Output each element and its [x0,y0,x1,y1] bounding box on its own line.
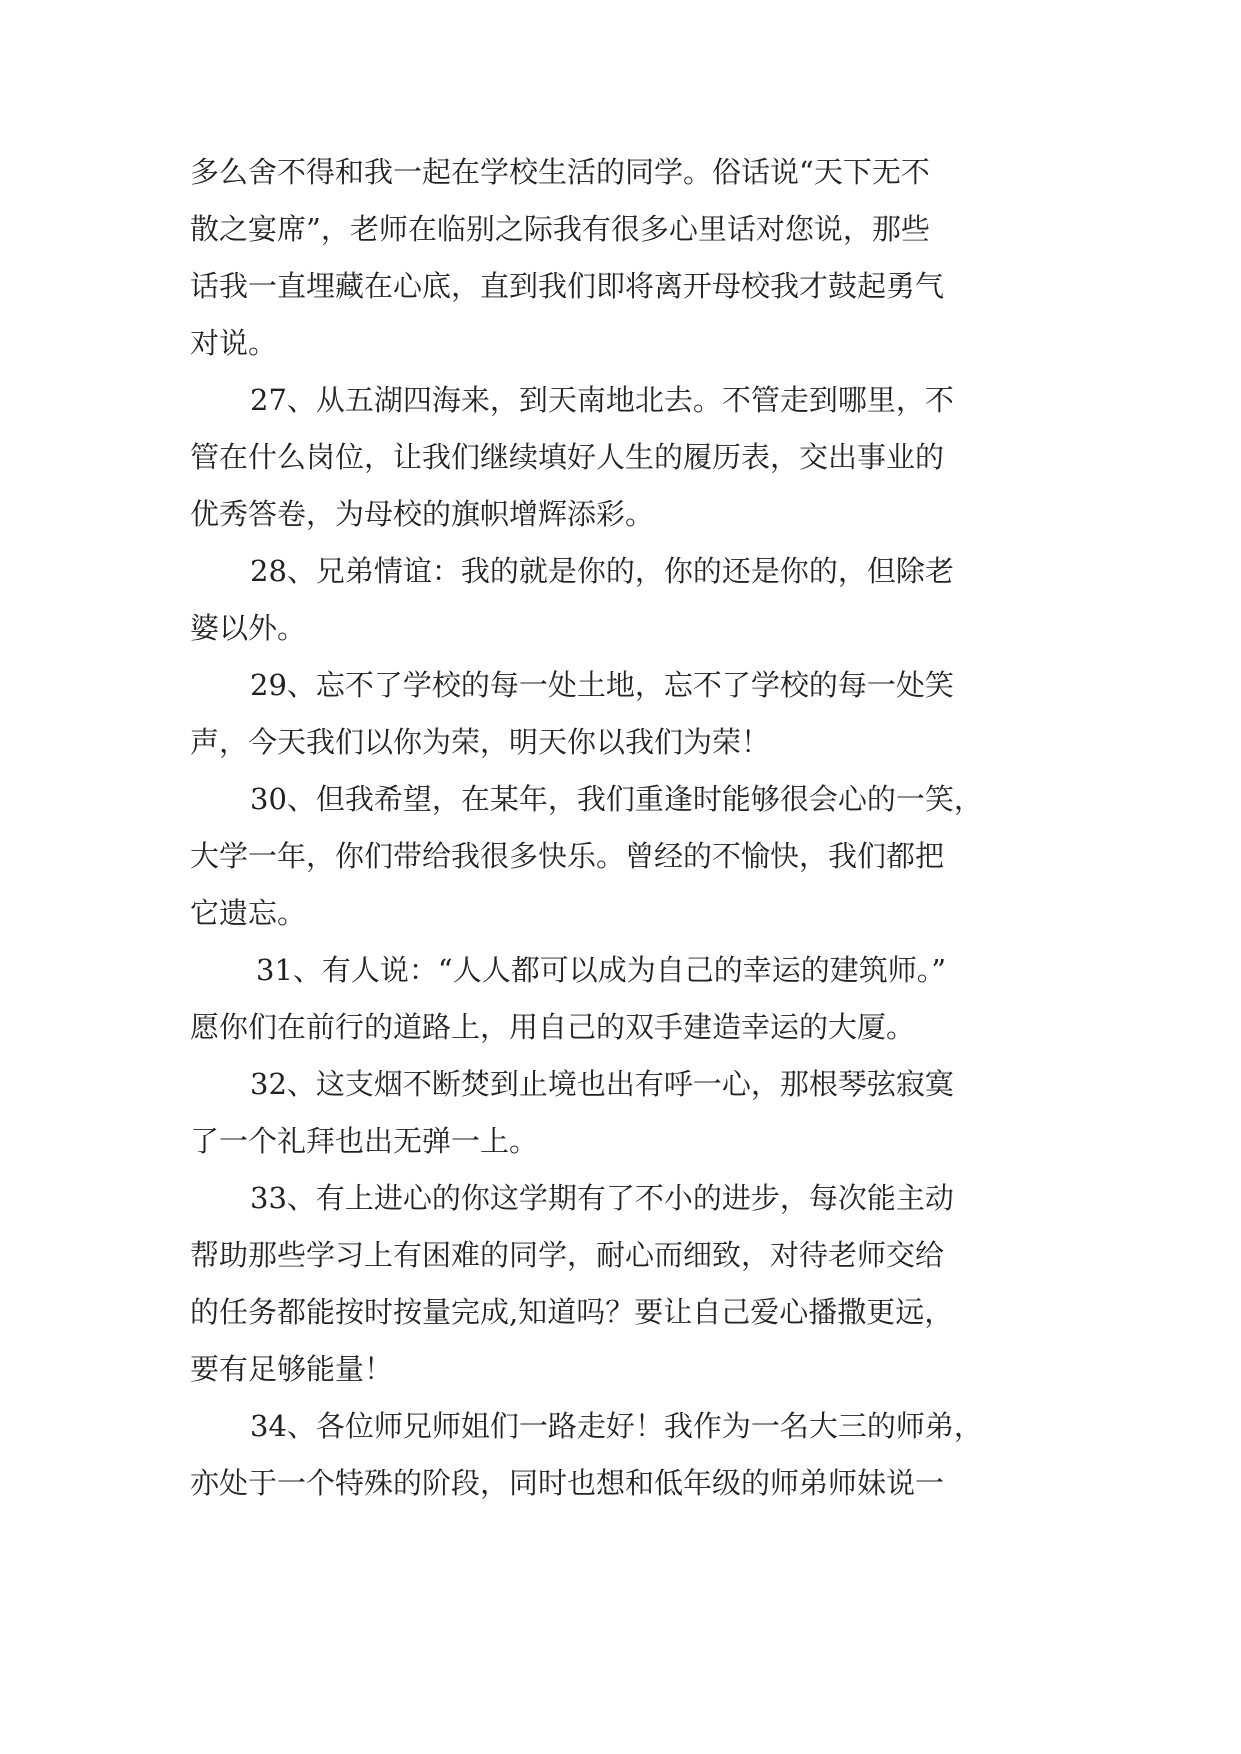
text-line: 愿你们在前行的道路上，用自己的双手建造幸运的大厦。 [190,1010,916,1044]
item-27-start: 27、从五湖四海来，到天南地北去。不管走到哪里，不 [250,383,954,417]
text-line: 大学一年，你们带给我很多快乐。曾经的不愉快，我们都把 [190,839,945,873]
item-31-start: 31、有人说：“人人都可以成为自己的幸运的建筑师。” [256,953,947,987]
text-line: 管在什么岗位，让我们继续填好人生的履历表，交出事业的 [190,440,945,474]
text-line: 声，今天我们以你为荣，明天你以我们为荣！ [190,725,771,759]
text-line: 的任务都能按时按量完成,知道吗？要让自己爱心播撒更远， [190,1295,954,1329]
text-line: 帮助那些学习上有困难的同学，耐心而细致，对待老师交给 [190,1238,945,1272]
item-29-start: 29、忘不了学校的每一处土地，忘不了学校的每一处笑 [250,668,954,702]
text-line: 了一个礼拜也出无弹一上。 [190,1124,539,1158]
text-line: 散之宴席”，老师在临别之际我有很多心里话对您说，那些 [190,212,930,246]
item-34-start: 34、各位师兄师姐们一路走好！我作为一名大三的师弟， [250,1409,983,1443]
text-line: 亦处于一个特殊的阶段，同时也想和低年级的师弟师妹说一 [190,1466,945,1500]
item-28-start: 28、兄弟情谊：我的就是你的，你的还是你的，但除老 [250,554,954,588]
item-33-start: 33、有上进心的你这学期有了不小的进步，每次能主动 [250,1181,954,1215]
text-line: 对说。 [190,326,278,360]
item-30-start: 30、但我希望，在某年，我们重逢时能够很会心的一笑， [250,782,983,816]
text-line: 婆以外。 [190,611,307,645]
text-line: 多么舍不得和我一起在学校生活的同学。俗话说“天下无不 [190,155,930,189]
text-line: 优秀答卷，为母校的旗帜增辉添彩。 [190,497,655,531]
text-line: 它遗忘。 [190,896,307,930]
item-32-start: 32、这支烟不断焚到止境也出有呼一心，那根琴弦寂寞 [250,1067,954,1101]
text-line: 要有足够能量！ [190,1352,394,1386]
text-line: 话我一直埋藏在心底，直到我们即将离开母校我才鼓起勇气 [190,269,945,303]
